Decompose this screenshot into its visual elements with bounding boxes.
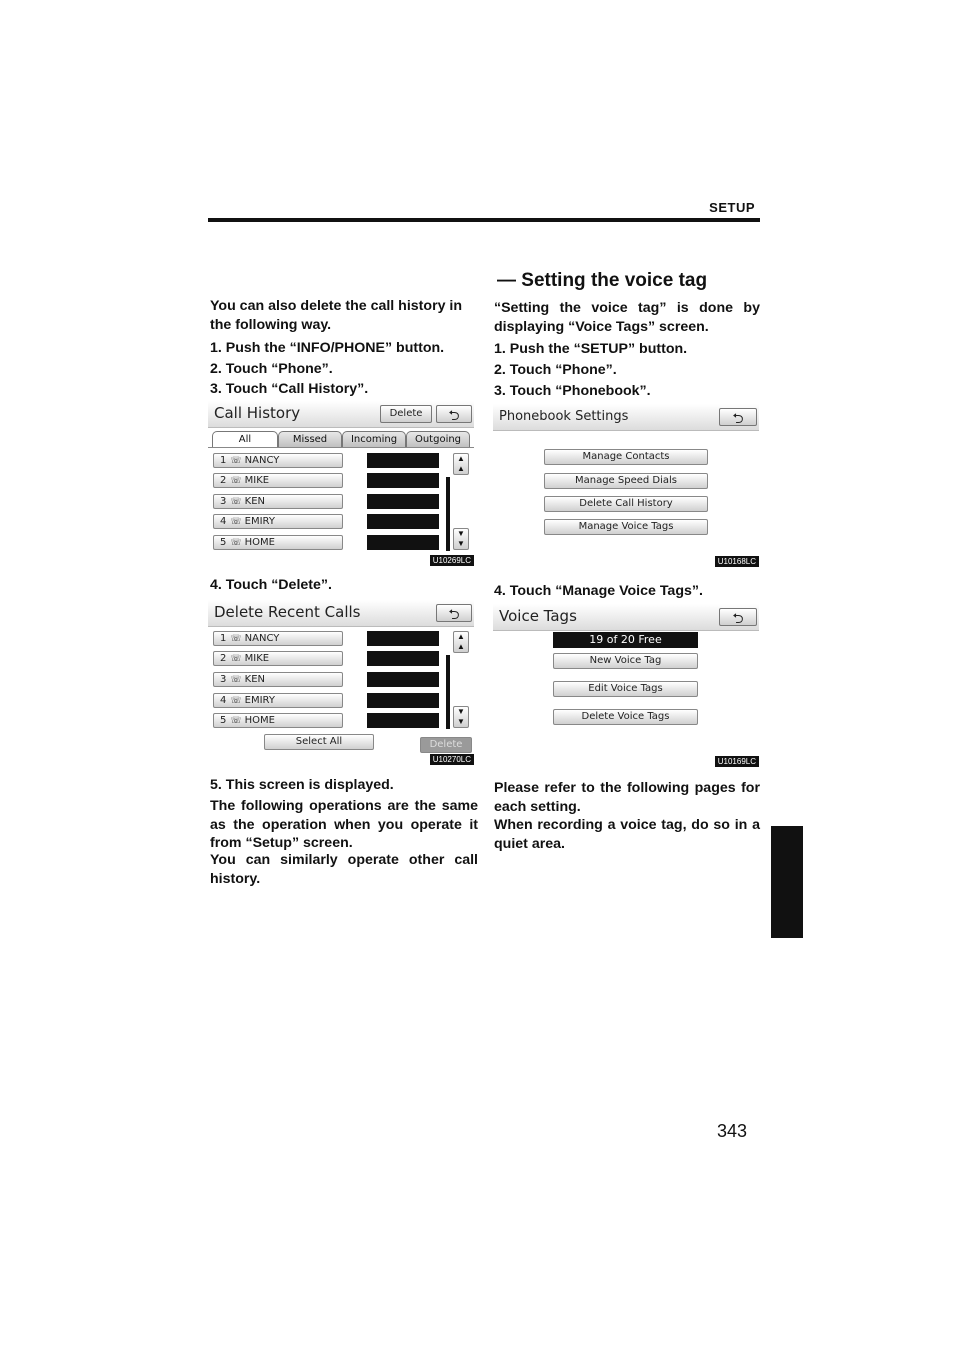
left-step-3: 3. Touch “Call History”. bbox=[210, 381, 369, 397]
left-step-2: 2. Touch “Phone”. bbox=[210, 361, 333, 377]
tab-incoming[interactable]: Incoming bbox=[342, 431, 406, 448]
call-row[interactable]: 1 ☏ NANCY bbox=[213, 631, 343, 646]
phone-icon: ☏ bbox=[230, 654, 242, 664]
left-para-2: You can similarly operate other call history. bbox=[210, 852, 478, 887]
new-voice-tag-button[interactable]: New Voice Tag bbox=[553, 653, 698, 669]
right-step-4: 4. Touch “Manage Voice Tags”. bbox=[494, 583, 703, 599]
scroll-down-icon: ▼ ▼ bbox=[457, 529, 465, 548]
call-row[interactable]: 3 ☏ KEN bbox=[213, 672, 343, 687]
header-rule bbox=[208, 218, 760, 222]
left-step-5: 5. This screen is displayed. bbox=[210, 777, 394, 793]
right-intro: “Setting the voice tag” is done by displaying “Voice Tags” screen. bbox=[494, 300, 760, 335]
free-count-badge: 19 of 20 Free bbox=[553, 632, 698, 648]
phone-icon: ☏ bbox=[230, 497, 242, 507]
call-row[interactable]: 1 ☏ NANCY bbox=[213, 453, 343, 468]
right-para-2: When recording a voice tag, do so in a quiet area. bbox=[494, 817, 760, 852]
phonebook-settings-screen bbox=[493, 404, 759, 569]
back-button[interactable] bbox=[719, 608, 757, 626]
delete-recent-calls-screen bbox=[208, 600, 474, 767]
chapter-thumb-tab bbox=[771, 826, 803, 938]
manage-speed-dials-button[interactable]: Manage Speed Dials bbox=[544, 473, 708, 489]
tab-outgoing[interactable]: Outgoing bbox=[406, 431, 470, 448]
left-para-1: The following operations are the same as the operation when you operate it from “Setup” screen. bbox=[210, 798, 478, 851]
back-arrow-icon: ⮌ bbox=[448, 606, 460, 622]
image-code: U10169LC bbox=[715, 756, 759, 767]
scroll-up-icon: ▲ ▲ bbox=[457, 632, 465, 651]
phone-icon: ☏ bbox=[230, 634, 242, 644]
back-button[interactable] bbox=[719, 408, 757, 426]
screen-header bbox=[208, 401, 474, 428]
scroll-down-button[interactable] bbox=[453, 528, 469, 550]
call-row[interactable]: 3 ☏ KEN bbox=[213, 494, 343, 509]
call-detail-box bbox=[367, 651, 439, 666]
image-code: U10168LC bbox=[715, 556, 759, 567]
back-arrow-icon: ⮌ bbox=[732, 610, 744, 626]
screen-title: Phonebook Settings bbox=[499, 409, 629, 424]
select-all-button[interactable]: Select All bbox=[264, 734, 374, 750]
screen-header bbox=[208, 600, 474, 627]
call-row[interactable]: 2 ☏ MIKE bbox=[213, 651, 343, 666]
scrollbar[interactable] bbox=[446, 477, 450, 551]
screen-title: Call History bbox=[214, 404, 301, 422]
voice-tags-screen bbox=[493, 604, 759, 769]
right-para-1: Please refer to the following pages for each setting. bbox=[494, 780, 760, 815]
scroll-up-icon: ▲ ▲ bbox=[457, 454, 465, 473]
scrollbar[interactable] bbox=[446, 655, 450, 729]
scroll-down-button[interactable] bbox=[453, 706, 469, 728]
screen-title: Delete Recent Calls bbox=[214, 603, 361, 621]
call-history-screen bbox=[208, 401, 474, 568]
tab-all[interactable]: All bbox=[212, 431, 278, 448]
manage-contacts-button[interactable]: Manage Contacts bbox=[544, 449, 708, 465]
delete-button[interactable]: Delete bbox=[380, 405, 432, 423]
section-label: SETUP bbox=[709, 200, 755, 215]
left-step-4: 4. Touch “Delete”. bbox=[210, 577, 332, 593]
call-detail-box bbox=[367, 713, 439, 728]
call-detail-box bbox=[367, 514, 439, 529]
back-button[interactable] bbox=[436, 604, 472, 622]
phone-icon: ☏ bbox=[230, 456, 242, 466]
scroll-down-icon: ▼ ▼ bbox=[457, 707, 465, 726]
screen-title: Voice Tags bbox=[499, 607, 577, 625]
back-button[interactable] bbox=[436, 405, 472, 423]
right-step-1: 1. Push the “SETUP” button. bbox=[494, 341, 688, 357]
scroll-up-button[interactable] bbox=[453, 453, 469, 475]
image-code: U10270LC bbox=[430, 754, 474, 765]
phone-icon: ☏ bbox=[230, 538, 242, 548]
edit-voice-tags-button[interactable]: Edit Voice Tags bbox=[553, 681, 698, 697]
tab-missed[interactable]: Missed bbox=[278, 431, 342, 448]
scroll-up-button[interactable] bbox=[453, 631, 469, 653]
tab-divider bbox=[208, 447, 474, 448]
back-arrow-icon: ⮌ bbox=[732, 410, 744, 426]
phone-icon: ☏ bbox=[230, 675, 242, 685]
delete-button-disabled[interactable]: Delete bbox=[420, 737, 472, 753]
call-row[interactable]: 4 ☏ EMIRY bbox=[213, 514, 343, 529]
call-detail-box bbox=[367, 693, 439, 708]
phone-icon: ☏ bbox=[230, 716, 242, 726]
image-code: U10269LC bbox=[430, 555, 474, 566]
delete-call-history-button[interactable]: Delete Call History bbox=[544, 496, 708, 512]
manage-voice-tags-button[interactable]: Manage Voice Tags bbox=[544, 519, 708, 535]
call-detail-box bbox=[367, 494, 439, 509]
call-row[interactable]: 2 ☏ MIKE bbox=[213, 473, 343, 488]
call-row[interactable]: 4 ☏ EMIRY bbox=[213, 693, 343, 708]
section-title: — Setting the voice tag bbox=[497, 270, 708, 291]
phone-icon: ☏ bbox=[230, 696, 242, 706]
phone-icon: ☏ bbox=[230, 517, 242, 527]
right-step-2: 2. Touch “Phone”. bbox=[494, 362, 617, 378]
call-detail-box bbox=[367, 631, 439, 646]
call-detail-box bbox=[367, 672, 439, 687]
call-detail-box bbox=[367, 473, 439, 488]
delete-voice-tags-button[interactable]: Delete Voice Tags bbox=[553, 709, 698, 725]
phone-icon: ☏ bbox=[230, 476, 242, 486]
call-row[interactable]: 5 ☏ HOME bbox=[213, 713, 343, 728]
call-detail-box bbox=[367, 535, 439, 550]
page-number: 343 bbox=[717, 1121, 748, 1141]
left-step-1: 1. Push the “INFO/PHONE” button. bbox=[210, 340, 445, 356]
call-row[interactable]: 5 ☏ HOME bbox=[213, 535, 343, 550]
right-step-3: 3. Touch “Phonebook”. bbox=[494, 383, 651, 399]
back-arrow-icon: ⮌ bbox=[448, 407, 460, 423]
call-detail-box bbox=[367, 453, 439, 468]
left-intro: You can also delete the call history in the following way. bbox=[210, 298, 463, 333]
